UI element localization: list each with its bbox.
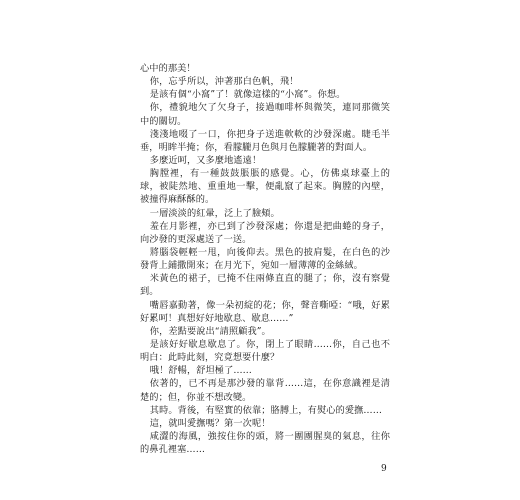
paragraph: 咸澀的海風，強按住你的頭，將一團團腥臭的氣息，往你的鼻孔裡塞…… xyxy=(140,430,390,456)
paragraph: 胸膛裡，有一種鼓鼓脹脹的感覺。心，仿佛桌球臺上的球，被陡然地、重重地一擊，便亂竄了起來。胸膛的內壁，被撞得麻酥酥的。 xyxy=(140,168,390,206)
paragraph: 是該有個“小窩”了！就像這樣的“小窩”。你想。 xyxy=(149,89,346,101)
paragraph: 你，差點要說出“請照顧我”。 xyxy=(149,325,271,337)
paragraph: 淺淺地啜了一口，你把身子送進軟軟的沙發深處。睫毛半垂，明眸半掩；你，看朦朧月色與月色朦朧著的對面人。 xyxy=(140,128,390,153)
paragraph: 多麼近呵，又多麼地遙遠！ xyxy=(149,154,262,166)
body-text xyxy=(140,62,390,456)
paragraph: 嘴唇嘉動著，像一朵初綻的花；你，聲音嘶啞：“哦，好累好累呵！真想好好地歇息、歇息……” xyxy=(140,299,390,324)
paragraph: 一層淡淡的紅暈，泛上了臉頰。 xyxy=(149,207,280,219)
paragraph: 是該好好歇息歇息了。你，閉上了眼睛……你，自己也不明白：此時此刻，究竟想要什麼？ xyxy=(140,338,390,364)
paragraph: 你，忘乎所以，沖著那白色帆，飛！ xyxy=(149,76,299,88)
paragraph: 其時。背後，有堅實的依靠；胳膊上，有熨心的愛撫…… xyxy=(149,404,382,416)
paragraph: 你，禮貌地欠了欠身子，接過咖啡杯與微笑，連同那微笑中的關切。 xyxy=(140,102,390,127)
paragraph: 依著的，已不再是那沙發的靠背……這，在你意識裡是清楚的；但，你並不想改變。 xyxy=(140,378,390,403)
paragraph: 這，就叫愛撫嗎？第一次呢！ xyxy=(149,417,271,429)
page-number: 9 xyxy=(381,464,387,474)
paragraph: 哦！舒暢，舒坦極了…… xyxy=(149,365,252,377)
paragraph: 將腦袋輕輕一甩，向後仰去。黑色的披肩髮，在白色的沙發背上鋪撒開來；在月光下，宛如一層薄薄的金絲絨。 xyxy=(140,246,390,272)
paragraph: 羞在月影裡，亦已到了沙發深處；你還是把曲蜷的身子，向沙發的更深處送了一送。 xyxy=(140,220,390,245)
paragraph: 心中的那美！ xyxy=(140,63,196,74)
paragraph: 米黃色的裙子，已掩不住兩條直直的腿了；你，沒有察覺到。 xyxy=(140,273,390,298)
